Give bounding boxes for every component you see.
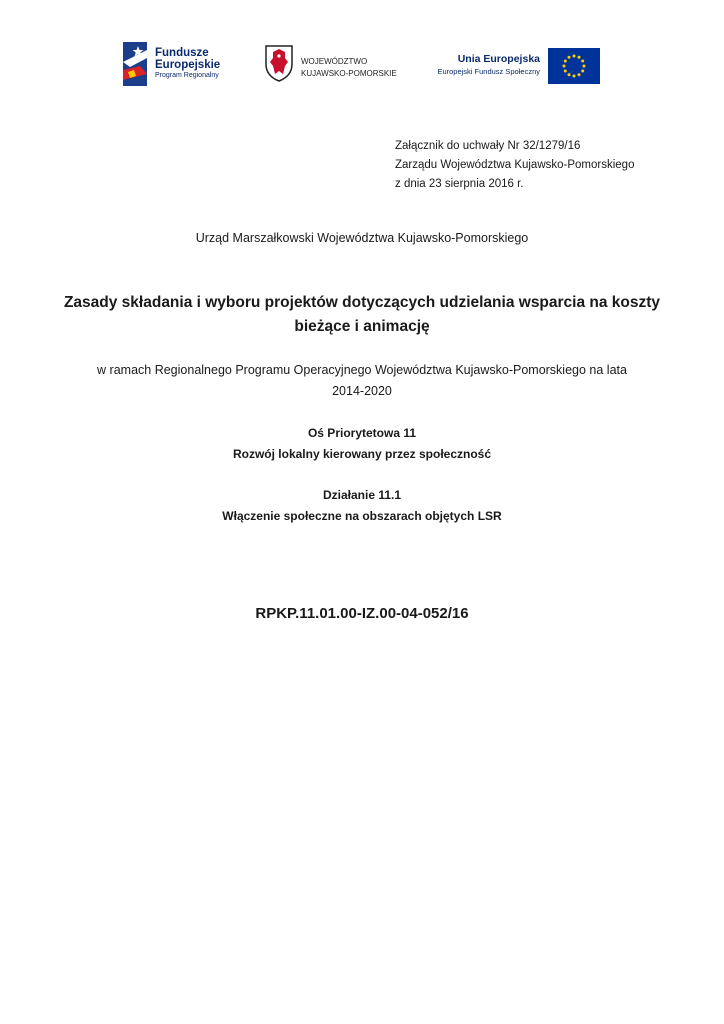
priority-axis-label: Oś Priorytetowa 11 <box>307 426 417 440</box>
coat-of-arms-icon <box>264 44 294 82</box>
title-line2: bieżące i animację <box>294 318 430 335</box>
eu-flag-icon <box>548 48 600 84</box>
call-code: RPKP.11.01.00-IZ.00-04-052/16 <box>255 605 469 622</box>
eu-line2: Europejski Fundusz Społeczny <box>437 67 540 76</box>
annex-line1: Załącznik do uchwały Nr 32/1279/16 <box>395 140 581 152</box>
program-line2: 2014-2020 <box>332 384 392 398</box>
fundusze-europejskie-icon <box>120 40 150 88</box>
annex-reference <box>395 137 634 194</box>
document-title <box>60 291 664 339</box>
annex-line3: z dnia 23 sierpnia 2016 r. <box>395 178 524 190</box>
program-line1: w ramach Regionalnego Programu Operacyjnego Województwa Kujawsko-Pomorskiego na lata <box>97 363 627 377</box>
wojewodztwo-line1: WOJEWÓDZTWO <box>301 57 368 66</box>
fundusze-line2: Europejskie <box>155 59 221 71</box>
action-section <box>60 485 664 527</box>
action-name: Włączenie społeczne na obszarach objętych LSR <box>222 509 502 523</box>
office-name: Urząd Marszałkowski Województwa Kujawsko-Pomorskiego <box>195 231 529 245</box>
wojewodztwo-logo <box>264 44 404 84</box>
annex-line2: Zarządu Województwa Kujawsko-Pomorskiego <box>395 159 635 171</box>
logo-bar <box>0 0 724 100</box>
eu-line1: Unia Europejska <box>457 53 540 65</box>
action-label: Działanie 11.1 <box>322 488 402 502</box>
fundusze-europejskie-logo <box>120 40 240 90</box>
priority-axis-name: Rozwój lokalny kierowany przez społeczność <box>232 447 492 461</box>
fundusze-line1: Fundusze <box>155 47 209 59</box>
eu-logo <box>424 46 604 86</box>
program-description <box>60 360 664 402</box>
title-line1: Zasady składania i wyboru projektów dotyczących udzielania wsparcia na koszty <box>63 294 661 311</box>
fundusze-line3: Program Regionalny <box>155 72 219 79</box>
wojewodztwo-line2: KUJAWSKO-POMORSKIE <box>301 69 397 78</box>
priority-axis <box>60 423 664 465</box>
